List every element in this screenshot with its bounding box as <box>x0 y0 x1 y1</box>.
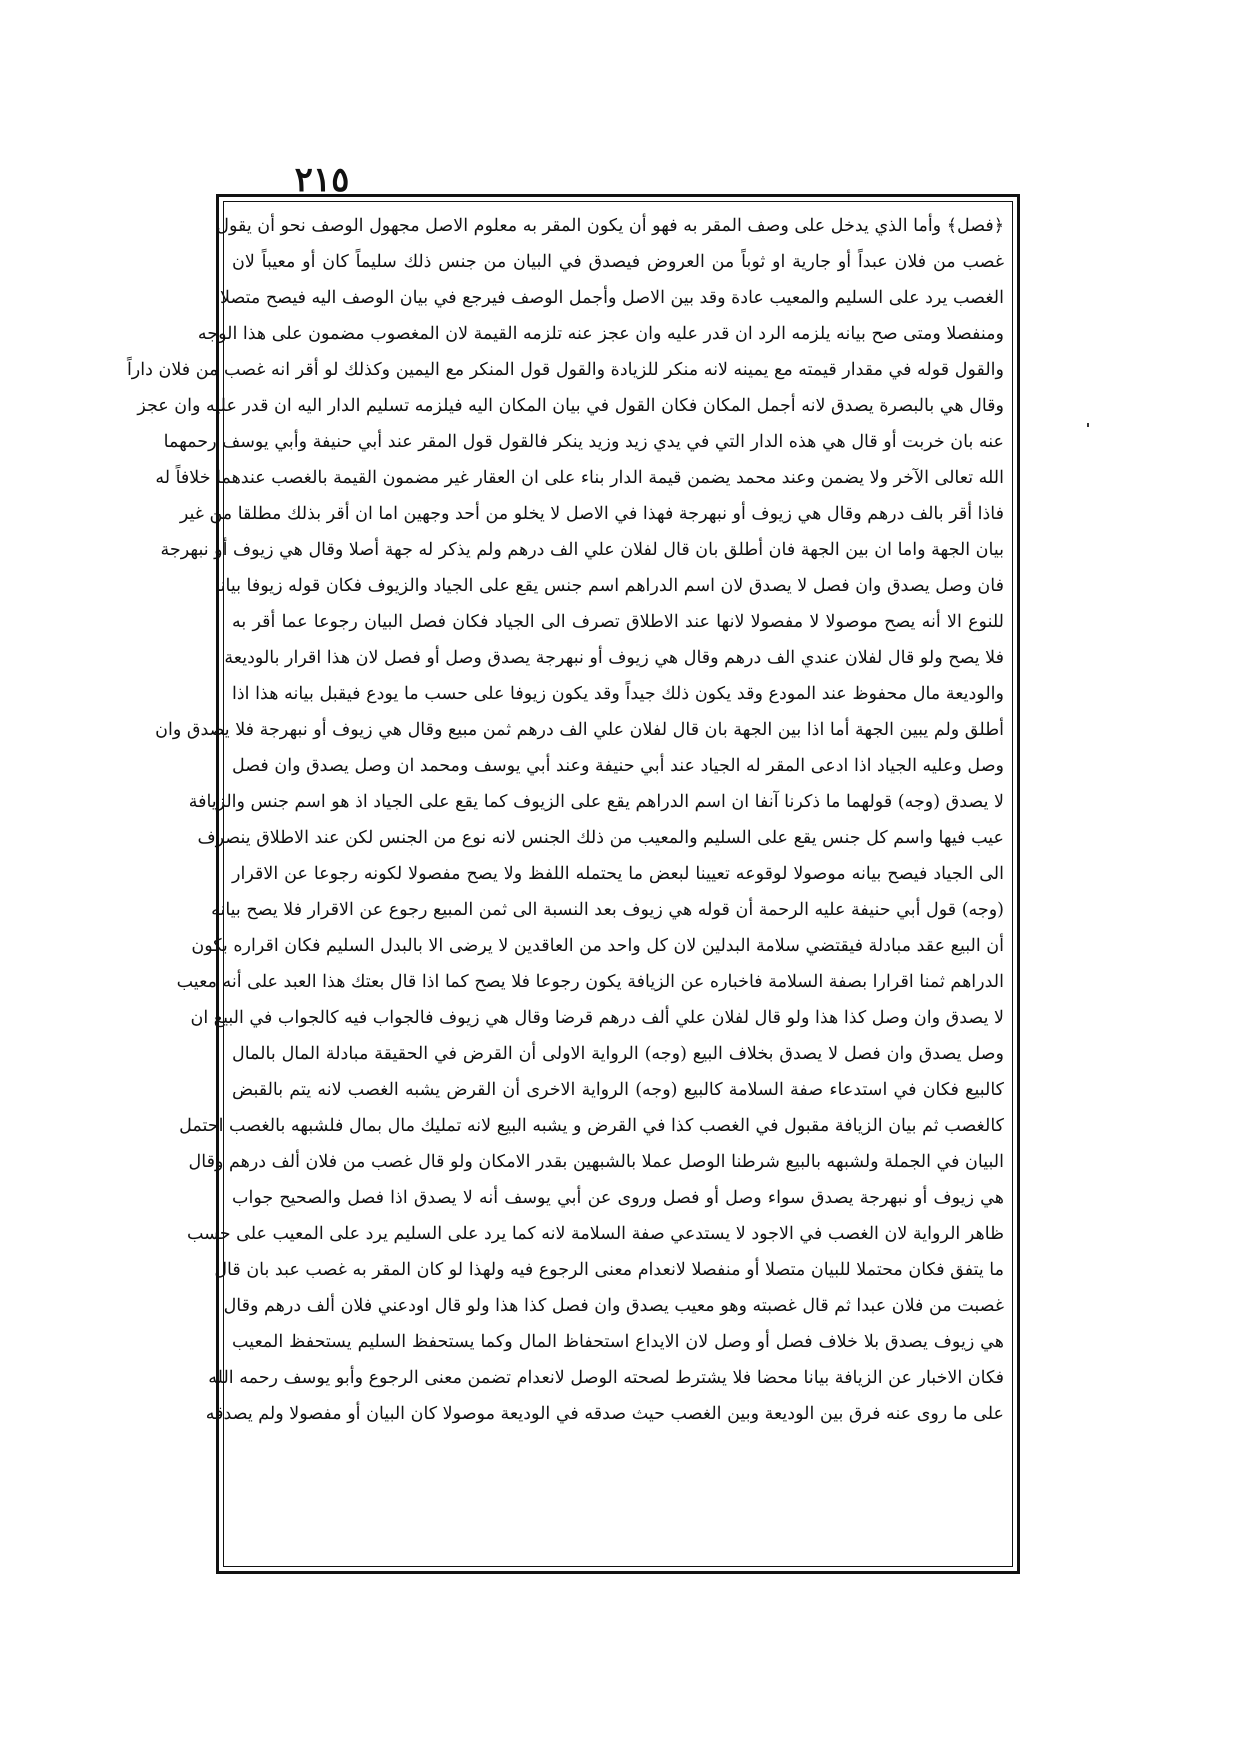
text-line: على ما روى عنه فرق بين الوديعة وبين الغصب حيث صدقه في الوديعة موصولا كان البيان أو مفصولا ولم يصدقه <box>205 1404 1004 1424</box>
text-line: أن البيع عقد مبادلة فيقتضي سلامة البدلين لان كل واحد من العاقدين لا يرضى الا بالبدل السليم فكان اقراره بكون <box>191 936 1004 956</box>
margin-mark <box>1087 423 1089 427</box>
text-line: هي زيوف أو نبهرجة يصدق سواء وصل أو فصل وروى عن أبي يوسف أنه لا يصدق اذا فصل والصحيح جواب <box>232 1188 1004 1208</box>
text-line: لا يصدق (وجه) قولهما ما ذكرنا آنفا ان اسم الدراهم يقع على الزيوف كما يقع على الجياد اذ هو اسم جنس والزيافة <box>188 792 1004 812</box>
text-line: الى الجياد فيصح بيانه موصولا لوقوعه تعيينا لبعض ما يحتمله اللفظ ولا يصح مفصولا لكونه رجوعا عن الاقرار <box>232 864 1004 884</box>
text-line: كالبيع فكان في استدعاء صفة السلامة كالبيع (وجه) الرواية الاخرى أن القرض يشبه الغصب لانه يتم بالقبض <box>232 1080 1004 1100</box>
text-line: لا يصدق وان وصل كذا هذا ولو قال لفلان علي ألف درهم قرضا وقال هي زيوف فالجواب فيه كالجواب في البيع ان <box>190 1008 1004 1028</box>
text-line: هي زيوف يصدق بلا خلاف فصل أو وصل لان الايداع استحفاظ المال وكما يستحفظ السليم يستحفظ المعيب <box>232 1332 1004 1352</box>
text-line: أطلق ولم يبين الجهة أما اذا بين الجهة بان قال لفلان علي الف درهم ثمن مبيع وقال هي زيوف أو نبهرجة فلا يصدق وان <box>155 720 1004 740</box>
text-line: عنه بان خربت أو قال هي هذه الدار التي في يدي زيد وزيد ينكر فالقول قول المقر عند أبي حنيفة وأبي يوسف رحمهما <box>163 432 1004 452</box>
text-line: كالغصب ثم بيان الزيافة مقبول في الغصب كذا في القرض و يشبه البيع لانه تمليك مال بمال فلشبهه بالغصب احتمل <box>179 1116 1004 1136</box>
text-line: ظاهر الرواية لان الغصب في الاجود لا يستدعي صفة السلامة لانه كما يرد على السليم يرد على المعيب على حسب <box>186 1224 1004 1244</box>
text-line: والقول قوله في مقدار قيمته مع يمينه لانه منكر للزيادة والقول قول المنكر مع اليمين وكذلك لو أقر انه غصب من فلان داراً <box>126 360 1004 380</box>
text-line: ما يتفق فكان محتملا للبيان متصلا أو منفصلا لانعدام معنى الرجوع فيه ولهذا لو كان المقر به غصب عبد بان قال <box>214 1260 1004 1280</box>
text-line: والوديعة مال محفوظ عند المودع وقد يكون ذلك جيداً وقد يكون زيوفا على حسب ما يودع فيقبل بيانه هذا اذا <box>232 684 1004 704</box>
text-line: بيان الجهة واما ان بين الجهة فان أطلق بان قال لفلان علي الف درهم ولم يذكر له جهة أصلا وقال هي زيوف أو نبهرجة <box>160 540 1004 560</box>
text-line: للنوع الا أنه يصح موصولا لا مفصولا لانها عند الاطلاق تصرف الى الجياد فكان فصل البيان رجوعا عما أقر به <box>232 612 1004 632</box>
text-line: غصبت من فلان عبدا ثم قال غصبته وهو معيب يصدق وان فصل كذا هذا ولو قال اودعني فلان ألف درهم وقال <box>223 1296 1004 1316</box>
text-line: عيب فيها واسم كل جنس يقع على السليم والمعيب من ذلك الجنس لانه نوع من الجنس لكن عند الاطلاق ينصرف <box>197 828 1004 848</box>
text-line: ومنفصلا ومتى صح بيانه يلزمه الرد ان قدر عليه وان عجز عنه تلزمه القيمة لان المغصوب مضمون على هذا الوجه <box>197 324 1004 344</box>
text-line: فلا يصح ولو قال لفلان عندي الف درهم وقال هي زيوف أو نبهرجة يصدق وصل أو فصل لان هذا اقرار بالوديعة <box>224 648 1004 668</box>
main-text-block <box>126 208 1004 1560</box>
text-line: فاذا أقر بالف درهم وقال هي زيوف أو نبهرجة فهذا في الاصل لا يخلو من أحد وجهين اما ان أقر بذلك مطلقا من غير <box>179 504 1004 524</box>
text-line: (وجه) قول أبي حنيفة عليه الرحمة أن قوله هي زيوف بعد النسبة الى ثمن المبيع رجوع عن الاقرار فلا يصح بيانه <box>211 900 1004 920</box>
text-line: وصل وعليه الجياد اذا ادعى المقر له الجياد عند أبي حنيفة وعند أبي يوسف ومحمد ان وصل يصدق وان فصل <box>232 756 1004 776</box>
text-line: وصل يصدق وان فصل لا يصدق بخلاف البيع (وجه) الرواية الاولى أن القرض في الحقيقة مبادلة المال بالمال <box>232 1044 1004 1064</box>
text-line: البيان في الجملة ولشبهه بالبيع شرطنا الوصل عملا بالشبهين بقدر الامكان ولو قال غصب من فلان ألف درهم وقال <box>188 1152 1004 1172</box>
text-line: الدراهم ثمنا اقرارا بصفة السلامة فاخباره عن الزيافة يكون رجوعا فلا يصح كما اذا قال بعتك هذا العبد على أنه معيب <box>176 972 1004 992</box>
text-line: الغصب يرد على السليم والمعيب عادة وقد بين الاصل وأجمل الوصف فيرجع في بيان الوصف اليه فيصح متصلا <box>220 288 1004 308</box>
text-line: الله تعالى الآخر ولا يضمن وعند محمد يضمن قيمة الدار بناء على ان العقار غير مضمون القيمة بالغصب عندهما خلافاً له <box>155 468 1004 488</box>
text-line: وقال هي بالبصرة يصدق لانه أجمل المكان فكان القول في بيان المكان اليه فيلزمه تسليم الدار اليه ان قدر عليه وان عجز <box>137 396 1004 416</box>
page-number: ٢١٥ <box>294 160 350 200</box>
text-line: فكان الاخبار عن الزيافة بيانا محضا فلا يشترط لصحته الوصل لانعدام تضمن معنى الرجوع وأبو يوسف رحمه الله <box>208 1368 1004 1388</box>
text-line: فان وصل يصدق وان فصل لا يصدق لان اسم الدراهم اسم جنس يقع على الجياد والزيوف فكان قوله زيوفا بيانا <box>215 576 1004 596</box>
text-line: ﴿فصل﴾ وأما الذي يدخل على وصف المقر به فهو أن يكون المقر به معلوم الاصل مجهول الوصف نحو أن يقول <box>216 216 1004 236</box>
text-line: غصب من فلان عبداً أو جارية او ثوباً من العروض فيصدق في البيان من جنس ذلك سليماً كان أو معيباً لان <box>232 252 1004 272</box>
